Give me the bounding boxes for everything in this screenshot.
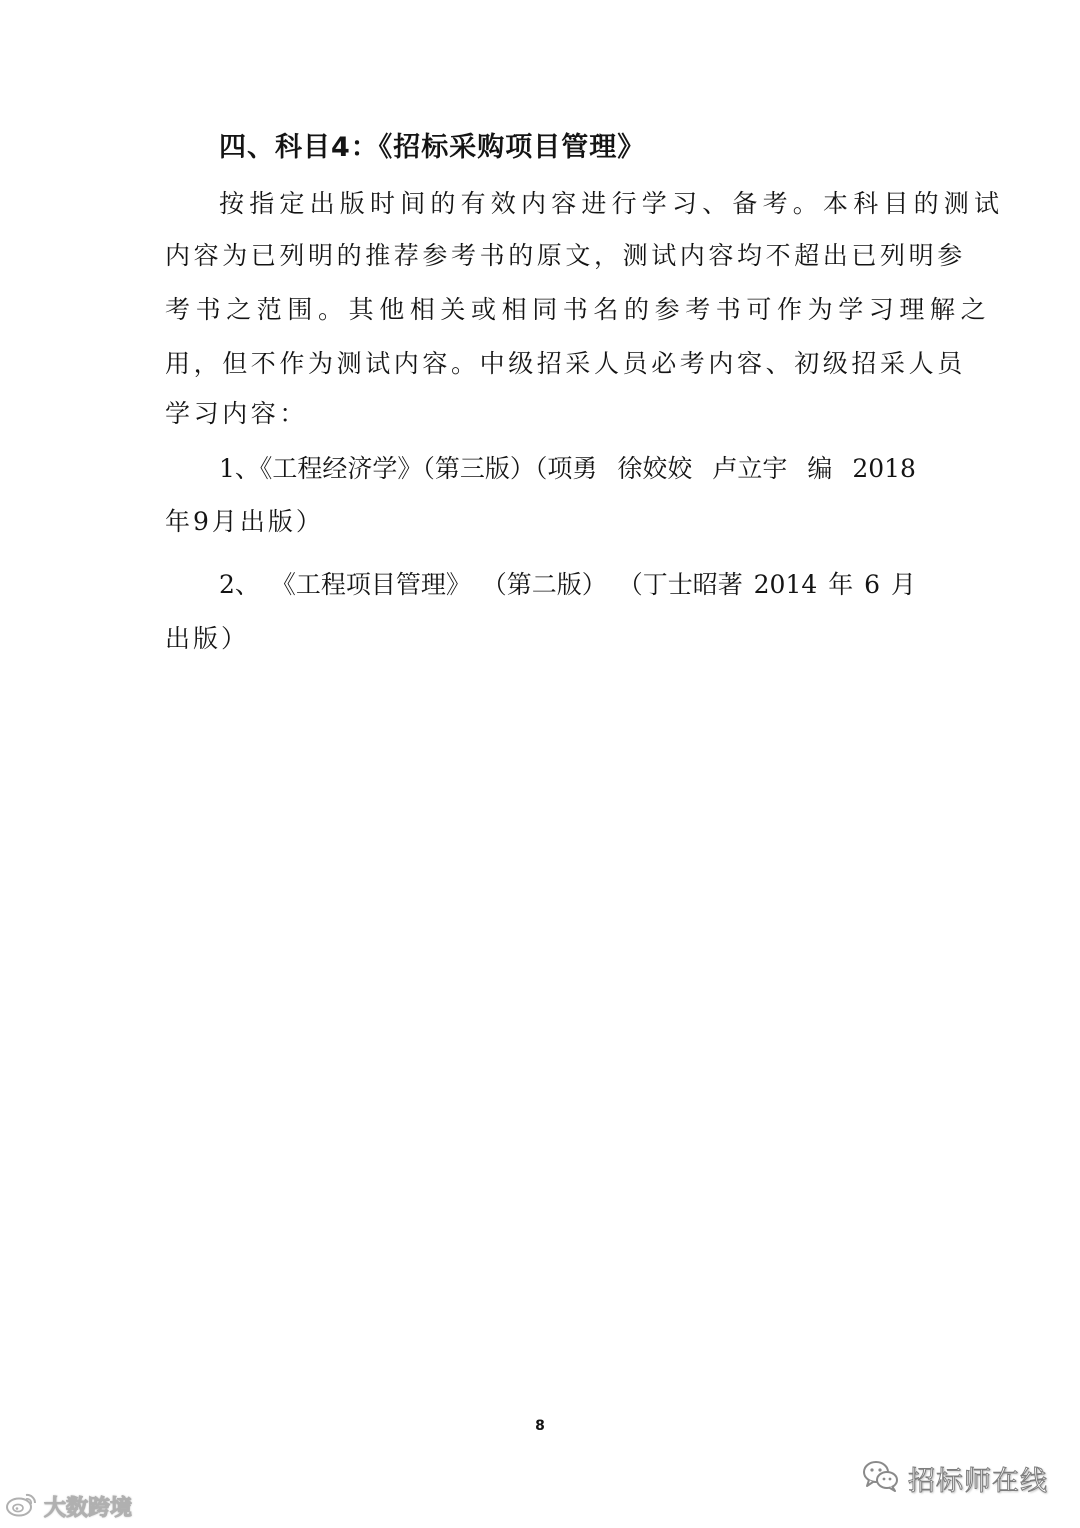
paragraph-line <box>165 236 966 276</box>
paragraph-text: 用，但不作为测试内容。中级招采人员必考内容、初级招采人员 <box>165 349 966 378</box>
book-entry-text: 出版） <box>165 624 250 653</box>
book-entry-text: 卢立宇 <box>712 454 788 483</box>
book-entry-text: 徐姣姣 <box>617 454 693 483</box>
book-entry-text: 2、 <box>219 570 260 599</box>
page-number: 8 <box>535 1418 545 1434</box>
book-entry-text: 编 <box>807 454 833 483</box>
paragraph-line <box>165 290 992 330</box>
book-entry-text: 年 <box>828 570 854 599</box>
book-entry-2 <box>219 565 916 605</box>
paragraph-text: 内容为已列明的推荐参考书的原文，测试内容均不超出已列明参 <box>165 241 966 270</box>
watermark-right <box>862 1456 1048 1500</box>
paragraph-text: 按指定出版时间的有效内容进行学习、备考。本科目的测试 <box>219 189 1005 218</box>
weibo-logo-icon <box>4 1490 38 1522</box>
book-entry-text: 月 <box>890 570 916 599</box>
paragraph-line <box>165 344 966 384</box>
book-entry-text: 2018 <box>852 454 916 483</box>
paragraph-line <box>219 184 1005 224</box>
paragraph-text: 考书之范围。其他相关或相同书名的参考书可作为学习理解之 <box>165 295 992 324</box>
book-entry-text: 6 <box>864 570 881 599</box>
book-entry-text: （丁士昭著 <box>617 570 743 599</box>
book-entry-text: 《工程项目管理》 <box>270 570 471 599</box>
watermark-right-text: 招标师在线 <box>908 1465 1048 1497</box>
paragraph-line <box>165 394 308 434</box>
book-entry-2-continued <box>165 619 249 659</box>
book-entry-text: （第二版） <box>481 570 607 599</box>
paragraph-text: 学习内容： <box>165 399 309 428</box>
wechat-logo-icon <box>862 1459 900 1497</box>
book-entry-text: 1、《工程经济学》（第三版）（项勇 <box>219 454 598 483</box>
book-entry-text: 2014 <box>753 570 818 599</box>
section-heading: 四、科目4：《招标采购项目管理》 <box>219 132 646 163</box>
book-entry-1 <box>219 449 916 489</box>
book-entry-1-continued <box>165 502 324 542</box>
watermark-left-text: 大数跨境 <box>44 1495 133 1521</box>
watermark-left <box>4 1488 132 1524</box>
book-entry-text: 年9月出版） <box>165 507 324 536</box>
